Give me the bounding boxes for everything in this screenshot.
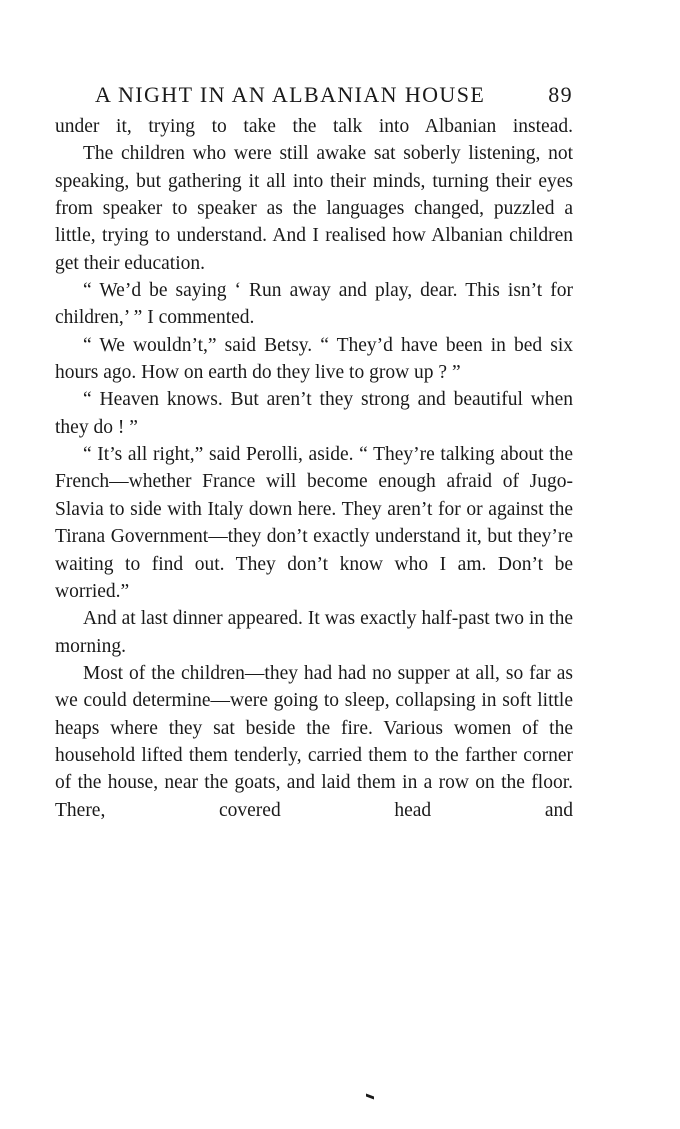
page-number: 89 — [548, 82, 573, 107]
paragraph-2: The children who were still awake sat soberly listening, not speaking, but gathering it all into their minds, turning their eyes from speaker to speaker as the languages changed, puzzled a little, trying to understand. And I realised how Albanian children get their education. — [55, 143, 573, 274]
paragraph-3: “ We’d be saying ‘ Run away and play, dear. This isn’t for children,’ ” I commented. — [55, 280, 573, 329]
chapter-title: A NIGHT IN AN ALBANIAN HOUSE — [95, 82, 486, 107]
paragraph-4: “ We wouldn’t,” said Betsy. “ They’d have been in bed six hours ago. How on earth do they live to grow up ? ” — [55, 334, 573, 384]
paragraph-5: “ Heaven knows. But aren’t they strong and beautiful when they do ! ” — [55, 389, 573, 438]
paragraph-8: Most of the children—they had had no supper at all, so far as we could determine—were going to sleep, collapsing in soft little heaps where they sat beside the fire. Various women of the household lifted them tenderly, carried them to the farther corner of the house, near the goats, and laid them in a row on the floor. There, covered head and — [55, 662, 573, 821]
book-page — [55, 78, 573, 824]
paragraph-1: under it, trying to take the talk into Albanian instead. — [55, 116, 573, 137]
paragraph-7: And at last dinner appeared. It was exactly half-past two in the morning. — [55, 608, 573, 657]
paragraph-6: “ It’s all right,” said Perolli, aside. “ They’re talking about the French—whether France will become enough afraid of Jugo-Slavia to side with Italy down here. They aren’t for or against the Tirana Government—they don’t exactly understand it, but they’re waiting to find out. They don’t know who I am. Don’t be worried.” — [55, 444, 573, 602]
ink-mark — [366, 1094, 374, 1100]
running-head — [95, 78, 573, 112]
body-text — [55, 113, 573, 824]
